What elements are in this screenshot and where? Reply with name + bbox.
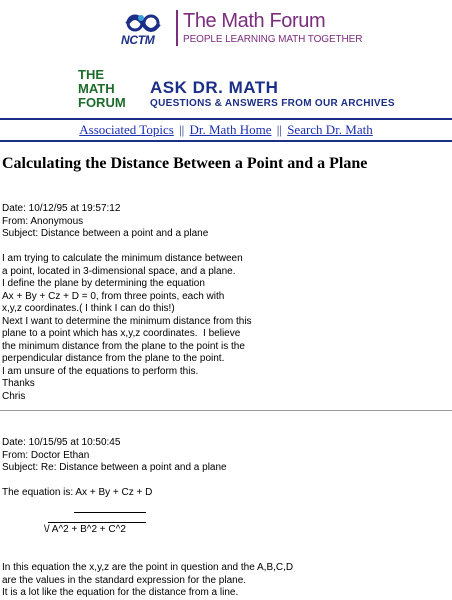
message-1-from: From: Anonymous <box>2 215 84 227</box>
forum-tagline: PEOPLE LEARNING MATH TOGETHER <box>183 34 363 45</box>
message-divider <box>0 410 452 411</box>
forum-title: The Math Forum <box>183 10 326 32</box>
math-forum-banner[interactable] <box>0 0 452 60</box>
fraction-bar <box>74 512 146 513</box>
mf-logo-line-1: THE <box>78 67 104 82</box>
nav-separator: || <box>179 122 185 137</box>
banner-divider <box>176 10 178 46</box>
message-2-date: Date: 10/15/95 at 10:50:45 <box>2 437 121 448</box>
message-2-equation-numerator: The equation is: Ax + By + Cz + D <box>2 487 153 498</box>
mf-logo-line-2: MATH <box>78 81 115 96</box>
nav-link-search-dr-math[interactable]: Search Dr. Math <box>287 122 373 137</box>
nav-link-associated-topics[interactable]: Associated Topics <box>79 122 174 137</box>
message-2-equation-denominator: \/ A^2 + B^2 + C^2 <box>44 524 126 535</box>
message-1-subject: Subject: Distance between a point and a plane <box>2 228 209 239</box>
nav-separator: || <box>276 122 282 137</box>
ask-dr-math-subtitle: QUESTIONS & ANSWERS FROM OUR ARCHIVES <box>150 98 395 109</box>
message-1-date: Date: 10/12/95 at 19:57:12 <box>2 203 121 214</box>
message-1-body: I am trying to calculate the minimum distance between a point, located in 3-dimensional space, and a plane. I define the plane by determining the equation Ax + By + Cz + D = 0, from three points, each with x,y,z coordinates.( I think I can do this!) Next I want to determine the minimum distance from this plane to a point which has x,y,z coordinates. I believe the minimum distance from the plane to the point is the perpendicular distance from the plane to the point. I am unsure of the equations to perform this. Thanks Chris <box>2 253 252 402</box>
sqrt-overline <box>48 522 146 523</box>
nav-link-dr-math-home[interactable]: Dr. Math Home <box>189 122 272 137</box>
math-forum-logo[interactable] <box>78 68 138 110</box>
nav-bar <box>0 118 452 142</box>
message-2-from: From: Doctor Ethan <box>2 449 90 461</box>
message-2-body: In this equation the x,y,z are the point in question and the A,B,C,D are the values in the standard expression for the plane. It is a lot like the equation for the distance from a line. <box>2 562 294 598</box>
nctm-label: NCTM <box>121 33 155 47</box>
ask-dr-math-title: ASK DR. MATH <box>150 78 279 97</box>
message-2-subject: Subject: Re: Distance between a point and a plane <box>2 462 227 473</box>
mf-logo-line-3: FORUM <box>78 95 126 110</box>
page-title: Calculating the Distance Between a Point and a Plane <box>2 155 368 172</box>
